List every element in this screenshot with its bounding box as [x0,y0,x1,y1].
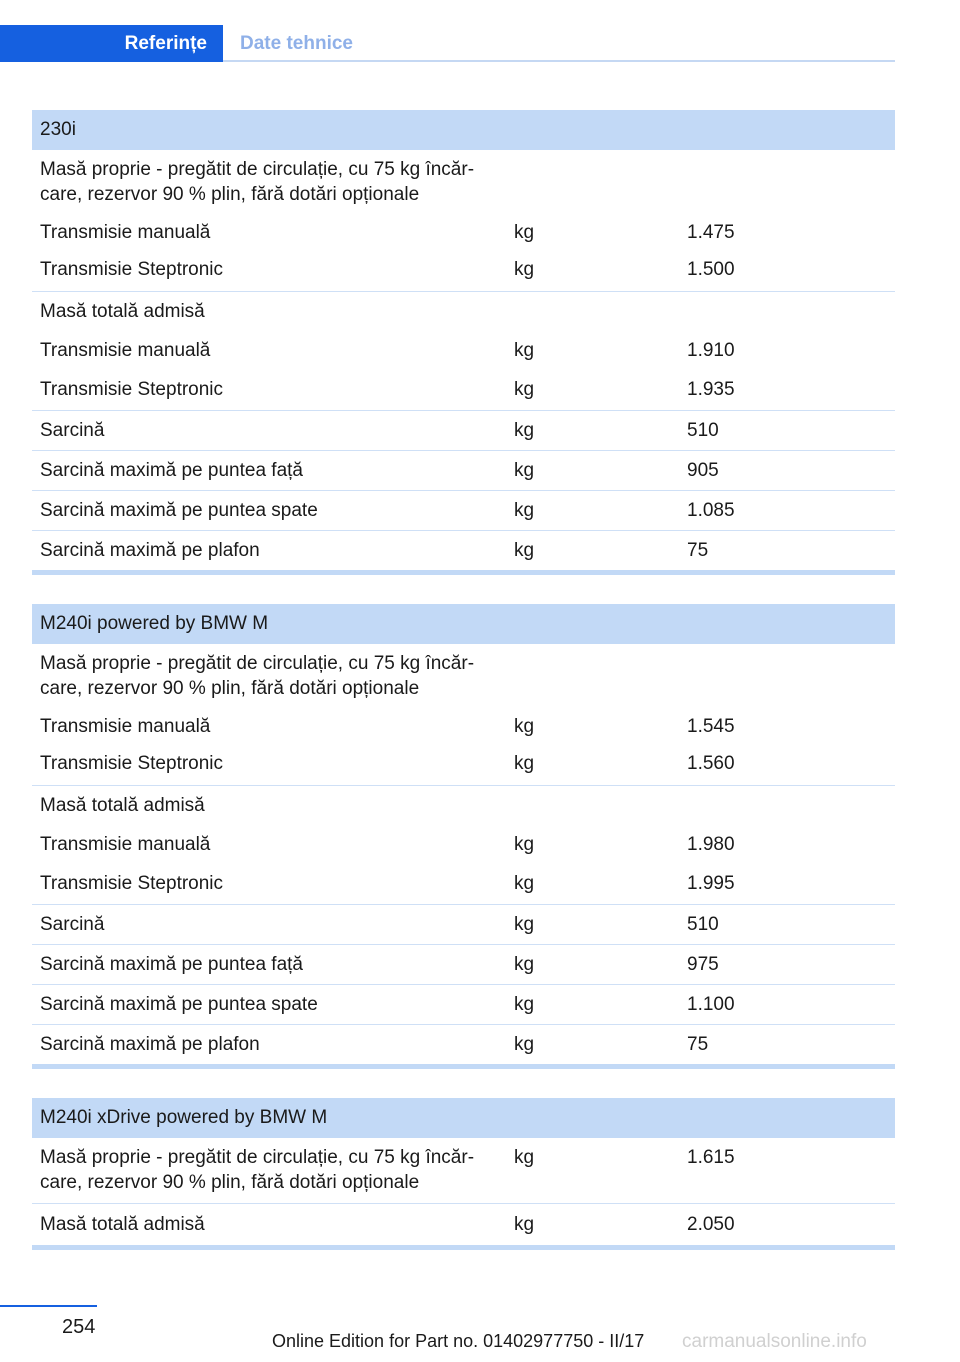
header-tabs [0,25,895,62]
spec-table-m240i [32,604,895,1069]
table-row: Sarcină maximă pe puntea spate kg 1.100 [32,985,895,1025]
table-bottom-rule [32,570,895,575]
table-title: M240i powered by BMW M [32,604,895,644]
edition-text: Online Edition for Part no. 01402977750 - II/17 [272,1331,645,1351]
table-row: Sarcină maximă pe plafon kg 75 [40,540,709,561]
watermark: carmanualsonline.info [682,1331,867,1352]
table-title: M240i xDrive powered by BMW M [32,1098,895,1138]
tab-date-tehnice[interactable]: Date tehnice [240,32,353,54]
table-row [32,150,895,214]
page-number: 254 [62,1316,96,1338]
table-row: Sarcină kg 510 [32,905,895,945]
table-row: Transmisie Steptronic kg 1.500 [32,251,895,292]
table-row: Masă totală admisă [40,795,205,816]
row-label: Masă proprie - pregătit de circulație, cu 75 kg încăr- care, rezervor 90 % plin, fără dotări opționale [40,653,475,699]
table-row: Transmisie manuală kg 1.910 [40,340,735,361]
table-row [32,644,895,708]
table-row: Transmisie Steptronic kg 1.995 [32,865,895,905]
table-bottom-rule [32,1064,895,1069]
table-row: Sarcină maximă pe puntea față kg 975 [32,945,895,985]
row-label: Masă proprie - pregătit de circulație, cu 75 kg încăr- care, rezervor 90 % plin, fără dotări opționale [40,1147,475,1193]
table-row: Sarcină maximă pe puntea spate kg 1.085 [32,491,895,531]
table-bottom-rule [32,1245,895,1250]
table-row: Masă totală admisă kg 2.050 [40,1214,735,1235]
table-row: Sarcină kg 510 [32,411,895,451]
tab-underline [223,60,895,62]
spec-table-m240i-xdrive [32,1098,895,1250]
table-row: Sarcină maximă pe puntea față kg 905 [32,451,895,491]
table-title: 230i [32,110,895,150]
table-row: Transmisie manuală kg 1.980 [40,834,735,855]
table-row: Masă proprie - pregătit de circulație, cu 75 kg încăr- care, rezervor 90 % plin, fără dotări opționale kg 1.615 [32,1138,895,1204]
table-row: Transmisie manuală kg 1.545 [40,716,735,737]
row-label: Masă proprie - pregătit de circulație, cu 75 kg încăr- care, rezervor 90 % plin, fără dotări opționale [40,159,475,205]
table-row: Transmisie Steptronic kg 1.560 [32,745,895,786]
spec-table-230i [32,110,895,575]
footer-rule [0,1305,97,1307]
table-row: Transmisie manuală kg 1.475 [40,222,735,243]
table-row: Sarcină maximă pe plafon kg 75 [40,1034,709,1055]
tab-referinte[interactable]: Referințe [0,25,223,62]
table-row: Transmisie Steptronic kg 1.935 [32,371,895,411]
table-row: Masă totală admisă [40,301,205,322]
